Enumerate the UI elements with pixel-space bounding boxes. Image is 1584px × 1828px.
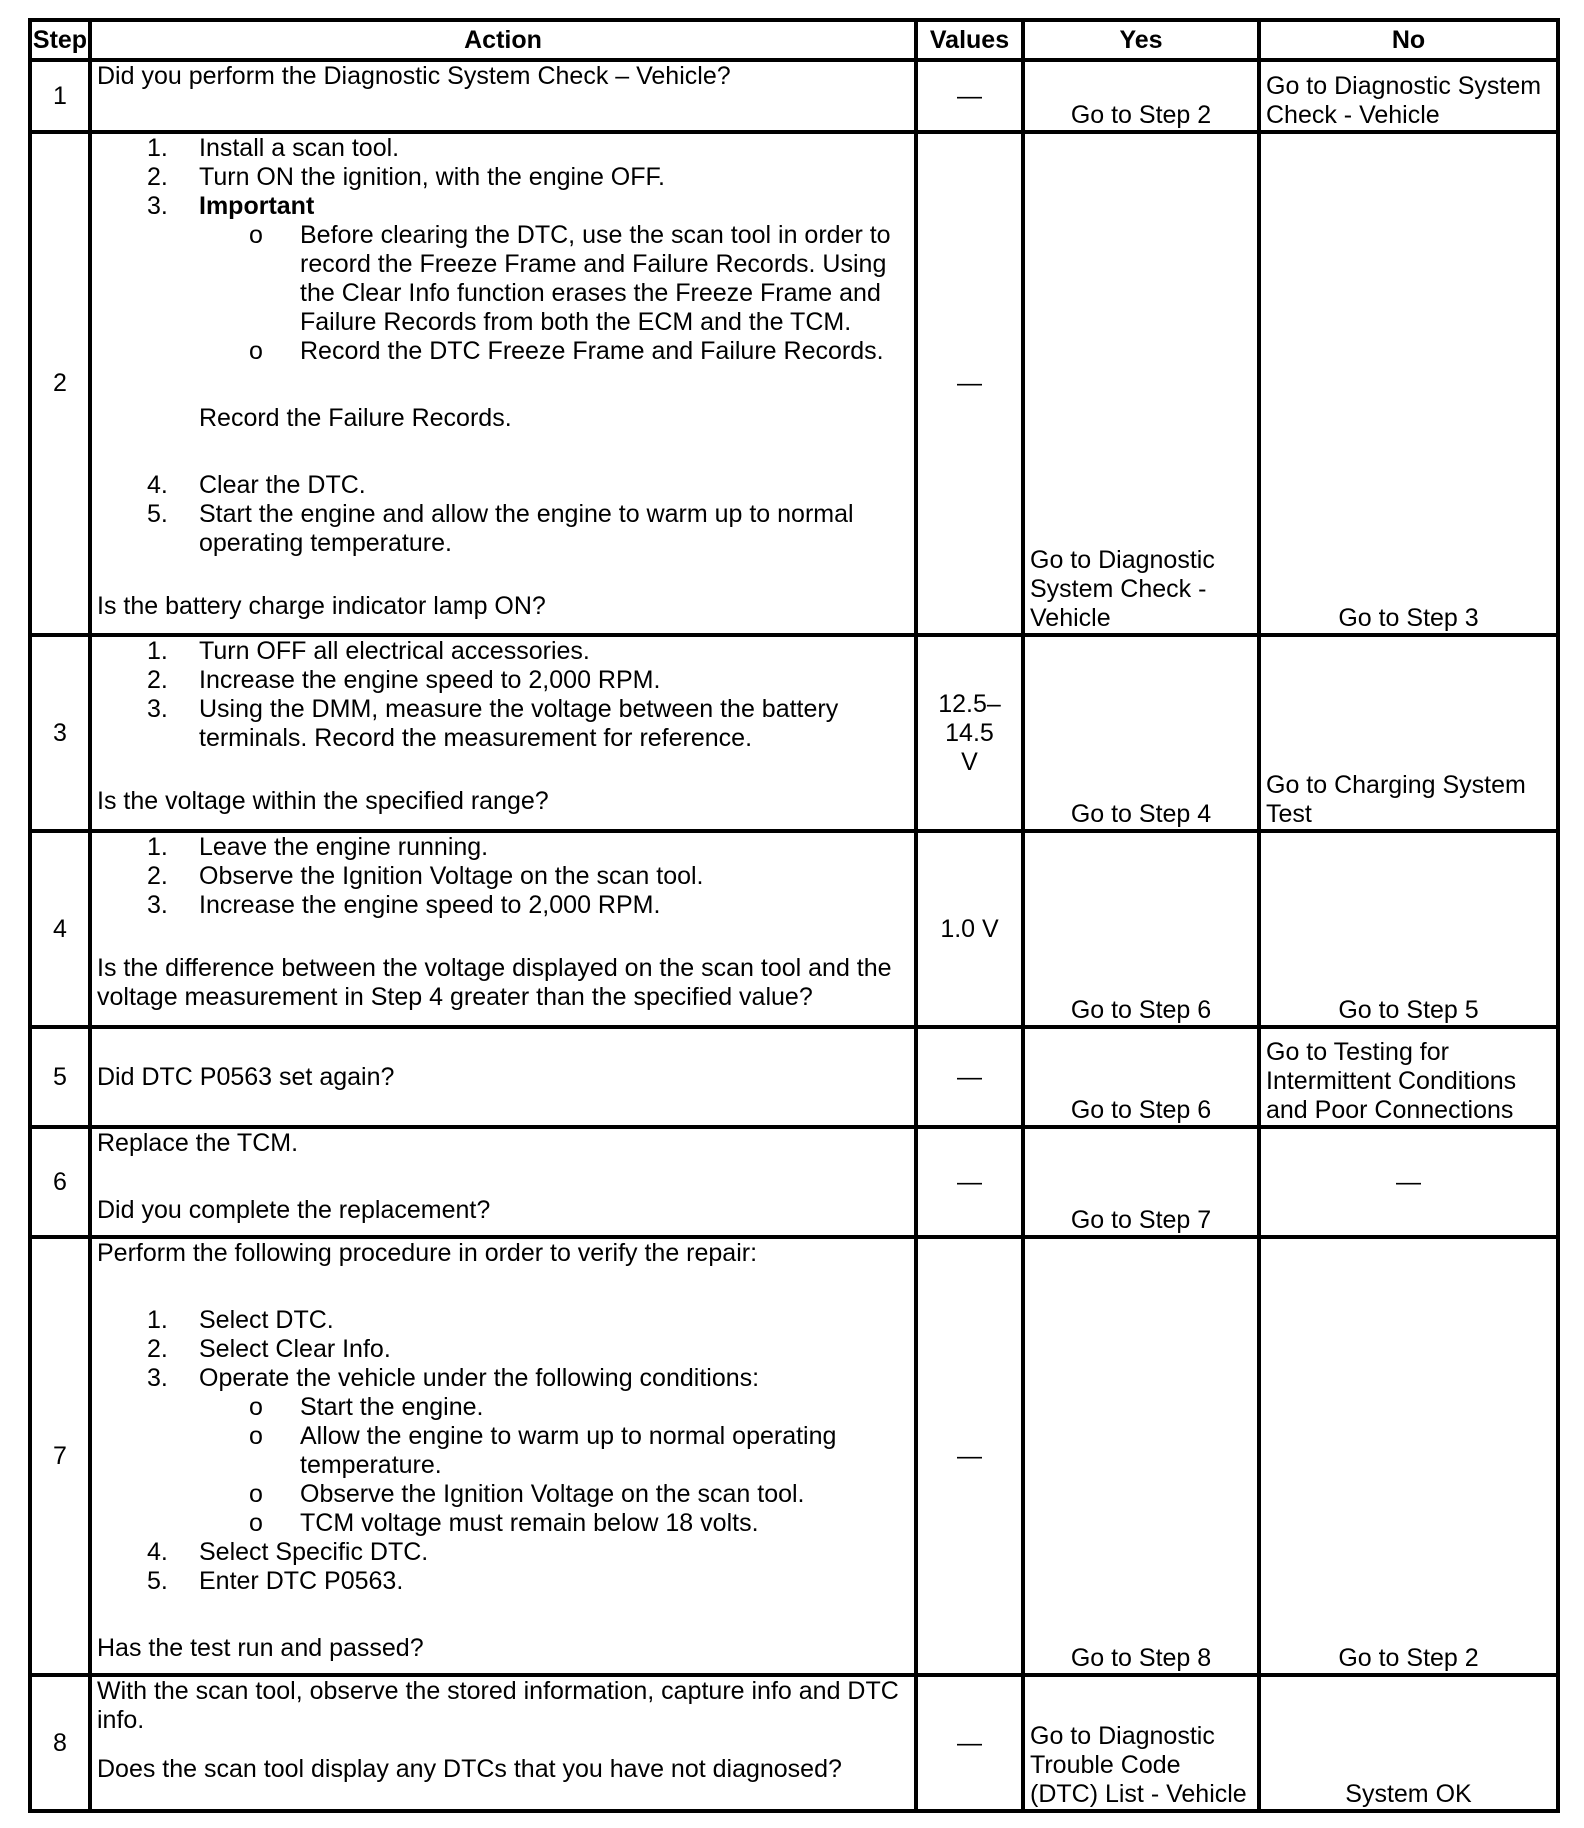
step-number: 2 [30,132,90,635]
yes-cell: Go to Step 7 [1023,1127,1259,1237]
no-cell: Go to Diagnostic System Check - Vehicle [1259,60,1558,132]
bullet-item: o TCM voltage must remain below 18 volts. [249,1509,759,1537]
action-cell [90,1675,916,1811]
table-row [30,1127,1558,1237]
list-item: 3. Using the DMM, measure the voltage between the battery terminals. Record the measurement for reference. [147,695,839,752]
bullet-item: o Start the engine. [249,1393,484,1421]
yes-cell: Go to Diagnostic System Check - Vehicle [1023,132,1259,635]
step-number: 5 [30,1027,90,1127]
step-number: 1 [30,60,90,132]
yes-cell: Go to Step 8 [1023,1237,1259,1675]
table-row [30,1237,1558,1675]
value-range: 12.5– 14.5 V [938,689,1001,776]
header-yes: Yes [1023,20,1259,60]
question-text: Does the scan tool display any DTCs that you have not diagnosed? [97,1755,842,1783]
action-cell [90,831,916,1027]
list-item: 2. Turn ON the ignition, with the engine OFF. [147,163,665,191]
question-text: Is the voltage within the specified range? [97,787,549,815]
value-cell: — [916,1675,1023,1811]
note-text: Record the Failure Records. [199,404,512,432]
question-text: Did DTC P0563 set again? [97,1062,395,1091]
no-cell: — [1259,1127,1558,1237]
header-values: Values [916,20,1023,60]
action-cell [90,1237,916,1675]
no-cell: System OK [1259,1675,1558,1811]
procedure-list [97,637,909,753]
yes-cell: Go to Step 6 [1023,831,1259,1027]
step-number: 4 [30,831,90,1027]
procedure-list [97,134,909,366]
table-row [30,1675,1558,1811]
value-cell: — [916,60,1023,132]
no-cell: Go to Testing for Intermittent Conditions and Poor Connections [1259,1027,1558,1127]
procedure-list [97,833,909,920]
no-cell: Go to Charging System Test [1259,635,1558,831]
list-item: 5. Start the engine and allow the engine to warm up to normal operating temperature. [147,500,854,557]
list-item: 1. Turn OFF all electrical accessories. [147,637,590,665]
procedure-list [97,471,909,558]
yes-cell: Go to Diagnostic Trouble Code (DTC) List - Vehicle [1023,1675,1259,1811]
bullet-item: o Allow the engine to warm up to normal operating temperature. [249,1422,837,1479]
list-item: 3. Important o Before clearing the DTC, use the scan tool in order to record the Freeze Frame and Failure Records. Using the Clear Info function erases the Freeze Frame and Failure Records from both the ECM and the TCM. o Record the DTC Freeze Frame and Failure Records. [97,192,909,366]
list-item: 2. Select Clear Info. [147,1335,391,1363]
intro-text: Replace the TCM. [97,1129,299,1157]
bullet-item: o Record the DTC Freeze Frame and Failure Records. [249,337,884,365]
table-row [30,132,1558,635]
question-text: Did you perform the Diagnostic System Check – Vehicle? [97,62,731,90]
value-cell: — [916,1027,1023,1127]
action-cell [90,60,916,132]
action-cell [90,1027,916,1127]
action-cell [90,132,916,635]
bullet-list [199,1393,909,1538]
step-number: 6 [30,1127,90,1237]
intro-text: Perform the following procedure in order to verify the repair: [97,1239,758,1267]
bullet-list [199,221,909,366]
table-row [30,1027,1558,1127]
header-no: No [1259,20,1558,60]
bullet-item: o Before clearing the DTC, use the scan tool in order to record the Freeze Frame and Failure Records. Using the Clear Info function erases the Freeze Frame and Failure Records from both the ECM and the TCM. [249,221,891,336]
header-action: Action [90,20,916,60]
bullet-item: o Observe the Ignition Voltage on the scan tool. [249,1480,805,1508]
list-item: 1. Install a scan tool. [147,134,400,162]
list-item: 2. Observe the Ignition Voltage on the scan tool. [147,862,704,890]
intro-text: With the scan tool, observe the stored information, capture info and DTC info. [97,1677,899,1734]
list-item: 2. Increase the engine speed to 2,000 RPM. [147,666,661,694]
value-cell: — [916,132,1023,635]
table-row [30,60,1558,132]
no-cell: Go to Step 3 [1259,132,1558,635]
header-step: Step [30,20,90,60]
list-item: 1. Leave the engine running. [147,833,489,861]
no-cell: Go to Step 2 [1259,1237,1558,1675]
step-number: 7 [30,1237,90,1675]
question-text: Has the test run and passed? [97,1634,424,1662]
list-item: 4. Clear the DTC. [147,471,366,499]
diagnostic-table [28,18,1560,1813]
value-cell: — [916,1127,1023,1237]
yes-cell: Go to Step 6 [1023,1027,1259,1127]
table-row [30,831,1558,1027]
value-cell: 1.0 V [916,831,1023,1027]
value-cell [916,635,1023,831]
list-item: 4. Select Specific DTC. [147,1538,429,1566]
list-item: 1. Select DTC. [147,1306,334,1334]
list-item: 3. Increase the engine speed to 2,000 RPM. [147,891,661,919]
step-number: 3 [30,635,90,831]
question-text: Is the battery charge indicator lamp ON? [97,592,546,620]
table-row [30,635,1558,831]
list-item: 3. Operate the vehicle under the following conditions: o Start the engine. o Allow the engine to warm up to normal operating temperature. o Observe the Ignition Voltage on the scan tool. o TCM voltage must remain below 18 volts. [97,1364,909,1538]
action-cell [90,1127,916,1237]
step-number: 8 [30,1675,90,1811]
question-text: Did you complete the replacement? [97,1196,491,1224]
value-cell: — [916,1237,1023,1675]
question-text: Is the difference between the voltage displayed on the scan tool and the voltage measurement in Step 4 greater than the specified value? [97,954,892,1011]
important-label: Important [199,192,315,220]
yes-cell: Go to Step 2 [1023,60,1259,132]
action-cell [90,635,916,831]
list-item: 5. Enter DTC P0563. [147,1567,404,1595]
procedure-list [97,1306,909,1596]
yes-cell: Go to Step 4 [1023,635,1259,831]
no-cell: Go to Step 5 [1259,831,1558,1027]
header-row [30,20,1558,60]
